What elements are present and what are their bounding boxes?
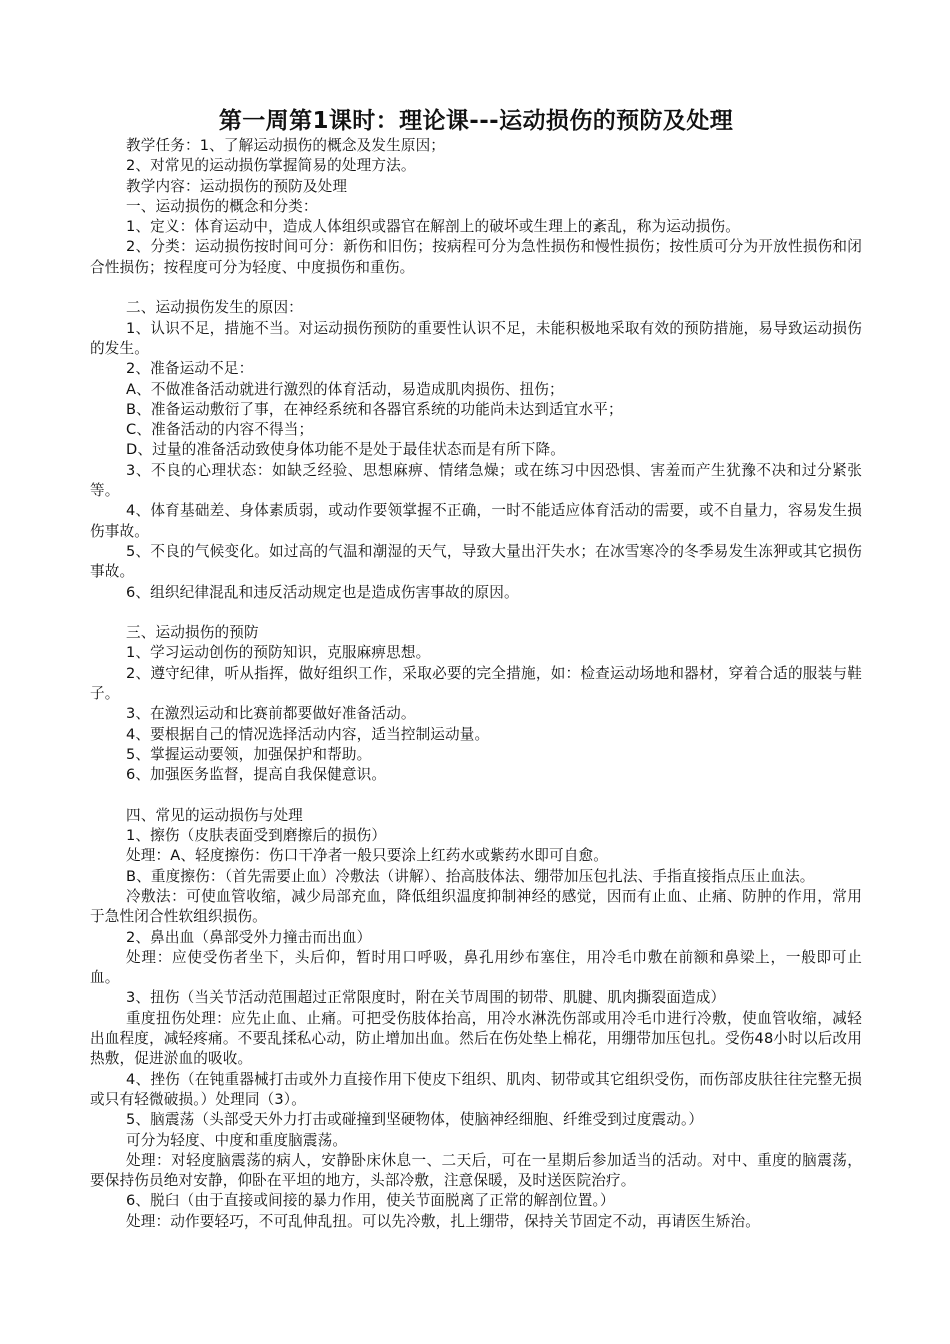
paragraph: 二、运动损伤发生的原因： [126,299,303,317]
blank-line [90,786,862,806]
paragraph: 教学任务：1、了解运动损伤的概念及发生原因； [126,137,446,154]
document-page [90,106,862,1232]
paragraph: 处理：动作要轻巧，不可乱伸乱扭。可以先冷敷，扎上绷带，保持关节固定不动，再请医生矫治。 [126,1212,760,1230]
paragraph: 6、组织纪律混乱和违反活动规定也是造成伤害事故的原因。 [126,583,519,601]
paragraph: 5、掌握运动要领，加强保护和帮助。 [126,745,372,763]
paragraph: B、重度擦伤：（首先需要止血）冷敷法（讲解）、抬高肢体法、绷带加压包扎法、手指直接指点压止血法。 [126,867,815,885]
paragraph: 2、准备运动不足： [126,360,254,378]
paragraph: B、准备运动敷衍了事，在神经系统和各器官系统的功能尚未达到适宜水平； [126,400,623,418]
paragraph: 4、体育基础差、身体素质弱，或动作要领掌握不正确，一时不能适应体育活动的需要，或不自量力，容易发生损伤事故。 [90,502,862,540]
paragraph: 处理：对轻度脑震荡的病人，安静卧床休息一、二天后，可在一星期后参加适当的活动。对中、重度的脑震荡，要保持伤员绝对安静，仰卧在平坦的地方，头部冷敷，注意保暖，及时送医院治疗。 [90,1151,862,1190]
paragraph: 重度扭伤处理：应先止血、止痛。可把受伤肢体抬高，用冷水淋洗伤部或用冷毛巾进行冷敷，使血管收缩，减轻出血程度，减轻疼痛。不要乱揉私心动，防止增加出血。然后在伤处垫上棉花，用绷带加压包扎。受伤48小时以后改用热敷，促进淤血的吸收。 [90,1009,862,1068]
paragraph: A、不做准备活动就进行激烈的体育活动，易造成肌肉损伤、扭伤； [126,380,564,398]
paragraph: 2、遵守纪律，听从指挥，做好组织工作，采取必要的完全措施，如：检查运动场地和器材，穿着合适的服装与鞋子。 [90,664,862,703]
paragraph: 四、常见的运动损伤与处理 [126,806,303,824]
page-title: 第一周第1课时：理论课---运动损伤的预防及处理 [218,108,734,134]
paragraph: 6、加强医务监督，提高自我保健意识。 [126,766,387,784]
paragraph: 1、认识不足，措施不当。对运动损伤预防的重要性认识不足，未能积极地采取有效的预防措施，易导致运动损伤的发生。 [90,319,862,357]
blank-line [90,278,862,298]
paragraph: 5、不良的气候变化。如过高的气温和潮湿的天气，导致大量出汗失水；在冰雪寒冷的冬季易发生冻狎或其它损伤事故。 [90,542,862,581]
paragraph: 教学内容：运动损伤的预防及处理 [126,177,348,195]
paragraph: 1、定义：体育运动中，造成人体组织或器官在解剖上的破坏或生理上的紊乱，称为运动损伤。 [126,218,740,236]
body-text [90,136,862,1232]
paragraph: 4、挫伤（在钝重器械打击或外力直接作用下使皮下组织、肌肉、韧带或其它组织受伤，而伤部皮肤往往完整无损或只有轻微破损。）处理同（3）。 [90,1070,862,1108]
paragraph: 5、脑震荡（头部受天外力打击或碰撞到坚硬物体，使脑神经细胞、纤维受到过度震动。） [126,1111,704,1129]
blank-line [90,603,862,623]
paragraph: 4、要根据自己的情况选择活动内容，适当控制运动量。 [126,725,490,743]
paragraph: D、过量的准备活动致使身体功能不是处于最佳状态而是有所下降。 [126,441,565,459]
paragraph: 处理：A、轻度擦伤：伤口干净者一般只要涂上红药水或紫药水即可自愈。 [126,847,608,865]
paragraph: 3、在激烈运动和比赛前都要做好准备活动。 [126,705,416,723]
paragraph: 2、鼻出血（鼻部受外力撞击而出血） [126,928,372,946]
paragraph: 可分为轻度、中度和重度脑震荡。 [126,1131,348,1149]
paragraph: 三、运动损伤的预防 [126,624,259,642]
paragraph: 处理：应使受伤者坐下，头后仰，暂时用口呼吸，鼻孔用纱布塞住，用冷毛巾敷在前额和鼻梁上，一般即可止血。 [90,948,862,987]
paragraph: 3、不良的心理状态：如缺乏经验、思想麻痹、情绪急燥；或在练习中因恐惧、害羞而产生犹豫不决和过分紧张等。 [90,461,862,500]
paragraph: 冷敷法：可使血管收缩，减少局部充血，降低组织温度抑制神经的感觉，因而有止血、止痛、防肿的作用，常用于急性闭合性软组织损伤。 [90,887,862,926]
paragraph: 2、分类：运动损伤按时间可分：新伤和旧伤；按病程可分为急性损伤和慢性损伤；按性质可分为开放性损伤和闭合性损伤；按程度可分为轻度、中度损伤和重伤。 [90,238,862,276]
paragraph: 6、脱臼（由于直接或间接的暴力作用，使关节面脱离了正常的解剖位置。） [126,1192,615,1210]
paragraph: 一、运动损伤的概念和分类： [126,197,318,215]
paragraph: 1、学习运动创伤的预防知识，克服麻痹思想。 [126,644,431,662]
paragraph: 1、擦伤（皮肤表面受到磨擦后的损伤） [126,827,387,845]
paragraph: C、准备活动的内容不得当； [126,421,314,439]
paragraph: 3、扭伤（当关节活动范围超过正常限度时，附在关节周围的韧带、肌腱、肌肉撕裂面造成） [126,989,726,1007]
paragraph: 2、对常见的运动损伤掌握简易的处理方法。 [126,157,416,175]
